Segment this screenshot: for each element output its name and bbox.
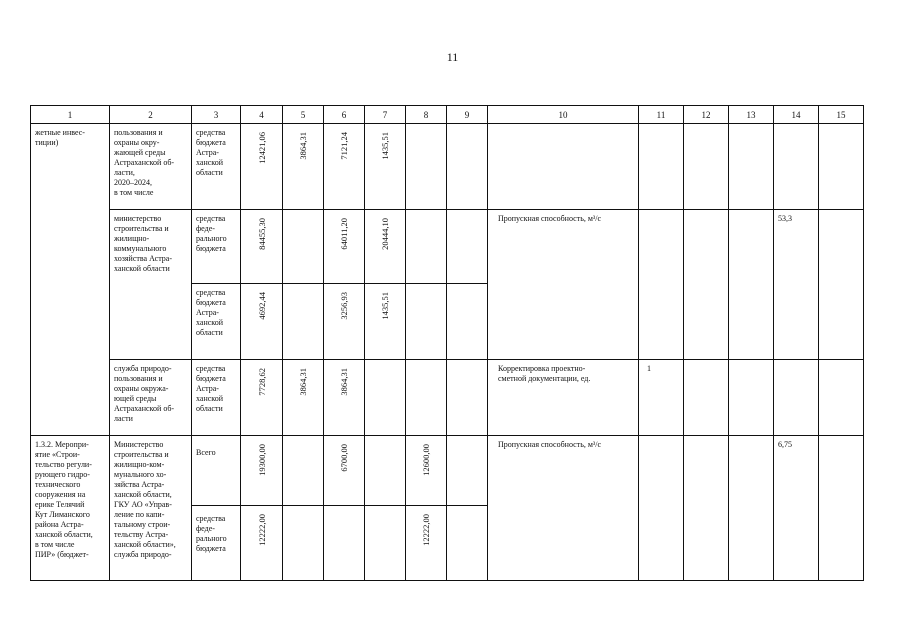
header-row (31, 106, 864, 124)
cell-amount (406, 210, 447, 284)
cell-source: Всего (192, 436, 241, 506)
cell-amount: 20444,10 (365, 210, 406, 284)
cell-amount (283, 506, 324, 581)
cell-amount (447, 506, 488, 581)
cell-amount (447, 124, 488, 210)
cell-source: средства бюджета Астра- ханской области (192, 124, 241, 210)
cell-source: средства феде- рального бюджета (192, 210, 241, 284)
col-header: 7 (365, 106, 406, 124)
col-header: 10 (488, 106, 639, 124)
cell-activity: жетные инвес- тиции) (31, 124, 110, 436)
cell-indicator: Пропускная способность, м³/с (488, 436, 639, 581)
col-header: 12 (684, 106, 729, 124)
cell-value (819, 360, 864, 436)
col-header: 13 (729, 106, 774, 124)
col-header: 14 (774, 106, 819, 124)
cell-amount: 64011,20 (324, 210, 365, 284)
cell-value (684, 436, 729, 581)
cell-amount: 12600,00 (406, 436, 447, 506)
cell-activity: 1.3.2. Меропри- ятие «Строи- тельство регули- рующего гидро- технического сооружения на ерике Телячий Кут Лиманского района Астра- ханской области, в том числе ПИР» (бюджет- (31, 436, 110, 581)
cell-amount (365, 436, 406, 506)
cell-amount: 84455,30 (241, 210, 283, 284)
cell-source: средства бюджета Астра- ханской области (192, 360, 241, 436)
cell-value (819, 124, 864, 210)
table-row (31, 360, 864, 436)
cell-amount (406, 124, 447, 210)
col-header: 9 (447, 106, 488, 124)
cell-amount: 1435,51 (365, 284, 406, 360)
cell-amount (406, 360, 447, 436)
cell-executor: министерство строительства и жилищно- коммунального хозяйства Астра- ханской области (110, 210, 192, 360)
cell-source: средства бюджета Астра- ханской области (192, 284, 241, 360)
cell-amount (447, 284, 488, 360)
cell-indicator: Корректировка проектно- сметной документации, ед. (488, 360, 639, 436)
cell-source: средства феде- рального бюджета (192, 506, 241, 581)
table-row (31, 436, 864, 506)
cell-amount: 3864,31 (283, 360, 324, 436)
cell-amount (365, 360, 406, 436)
cell-amount (283, 284, 324, 360)
cell-amount: 12222,00 (241, 506, 283, 581)
cell-indicator: Пропускная способность, м³/с (488, 210, 639, 360)
cell-amount: 3256,93 (324, 284, 365, 360)
cell-value (729, 360, 774, 436)
cell-value (774, 124, 819, 210)
cell-value (729, 124, 774, 210)
cell-executor: служба природо- пользования и охраны окружа- ющей среды Астраханской об- ласти (110, 360, 192, 436)
cell-amount: 3864,31 (324, 360, 365, 436)
cell-amount (447, 360, 488, 436)
cell-value (639, 436, 684, 581)
page-number: 11 (446, 50, 459, 64)
cell-value (684, 210, 729, 360)
col-header: 3 (192, 106, 241, 124)
cell-indicator (488, 124, 639, 210)
cell-amount (447, 210, 488, 284)
table-row (31, 210, 864, 284)
cell-amount: 7121,24 (324, 124, 365, 210)
cell-value (639, 124, 684, 210)
cell-amount (365, 506, 406, 581)
cell-value: 6,75 (774, 436, 819, 581)
budget-table (30, 105, 864, 581)
cell-amount: 7728,62 (241, 360, 283, 436)
cell-value (774, 360, 819, 436)
cell-value: 53,3 (774, 210, 819, 360)
cell-amount: 3864,31 (283, 124, 324, 210)
cell-amount (447, 436, 488, 506)
cell-value (684, 124, 729, 210)
cell-value (729, 436, 774, 581)
cell-amount: 6700,00 (324, 436, 365, 506)
cell-amount (324, 506, 365, 581)
cell-amount: 1435,51 (365, 124, 406, 210)
cell-value (729, 210, 774, 360)
cell-value (684, 360, 729, 436)
cell-value (819, 210, 864, 360)
cell-amount: 12222,00 (406, 506, 447, 581)
col-header: 2 (110, 106, 192, 124)
col-header: 4 (241, 106, 283, 124)
cell-amount: 12421,06 (241, 124, 283, 210)
cell-amount (283, 436, 324, 506)
col-header: 11 (639, 106, 684, 124)
cell-value (639, 210, 684, 360)
col-header: 5 (283, 106, 324, 124)
cell-value: 1 (639, 360, 684, 436)
cell-executor: Министерство строительства и жилищно-ком- мунального хо- зяйства Астра- ханской области, ГКУ АО «Управ- ление по капи- тальному строи- тельству Астра- ханской области», служба природо- (110, 436, 192, 581)
cell-amount: 4692,44 (241, 284, 283, 360)
cell-amount: 19300,00 (241, 436, 283, 506)
cell-value (819, 436, 864, 581)
table-row (31, 124, 864, 210)
cell-amount (283, 210, 324, 284)
col-header: 6 (324, 106, 365, 124)
cell-amount (406, 284, 447, 360)
cell-executor: пользования и охраны окру- жающей среды Астраханской об- ласти, 2020–2024, в том числе (110, 124, 192, 210)
col-header: 15 (819, 106, 864, 124)
col-header: 8 (406, 106, 447, 124)
col-header: 1 (31, 106, 110, 124)
